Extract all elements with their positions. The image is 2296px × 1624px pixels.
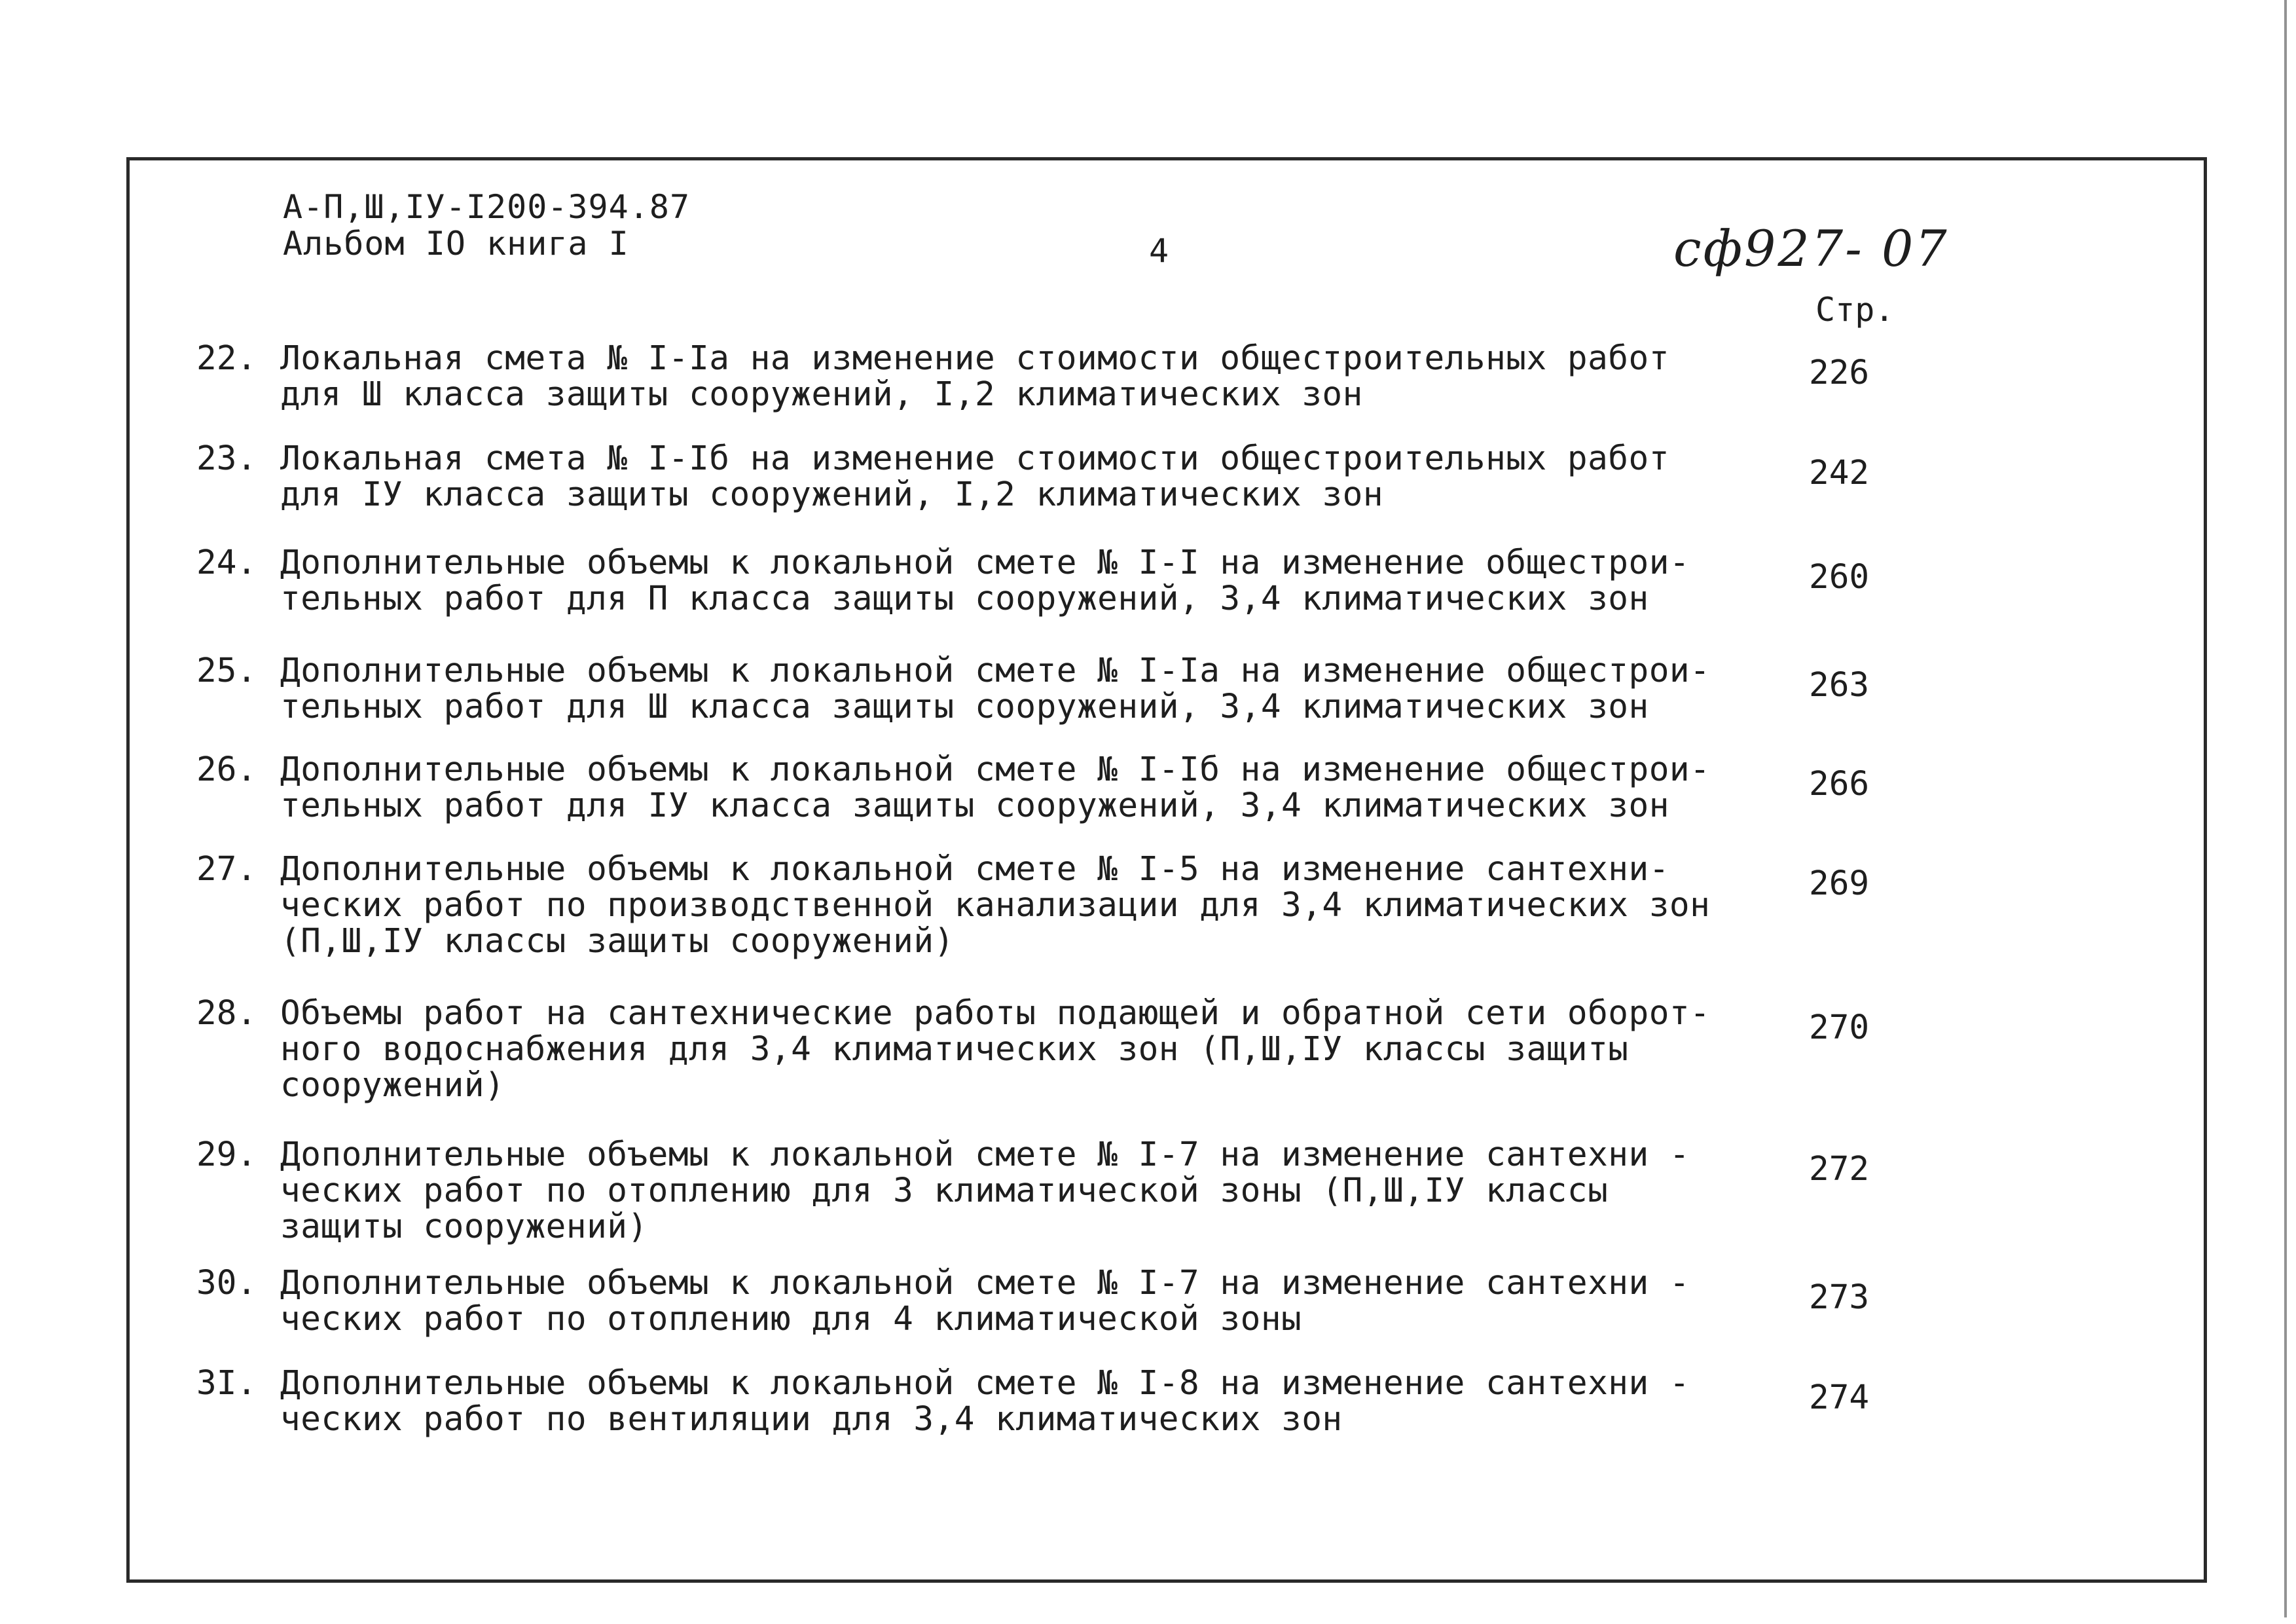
entry-number: 29. <box>196 1135 257 1174</box>
entry-page: 263 <box>1809 666 1870 705</box>
entry-text <box>280 1137 1721 1245</box>
entry-line: Дополнительные объемы к локальной смете № I-7 на изменение сантехни - <box>280 1135 1690 1174</box>
entry-text <box>280 341 1721 413</box>
entry-text <box>280 851 1721 959</box>
scan-edge-line <box>2284 0 2287 1617</box>
entry-line: защиты сооружений) <box>280 1208 648 1246</box>
entry-line: ческих работ по вентиляции для 3,4 климатических зон <box>280 1400 1343 1439</box>
entry-line: ческих работ по отоплению для 4 климатической зоны <box>280 1300 1302 1338</box>
entry-page: 269 <box>1809 864 1870 903</box>
entry-text <box>280 1265 1721 1337</box>
document-stamp: сф927- 07 <box>1673 219 1949 278</box>
entry-page: 260 <box>1809 558 1870 597</box>
entry-page: 226 <box>1809 354 1870 392</box>
album-label: Альбом IО книга I <box>283 225 629 263</box>
entry-line: Дополнительные объемы к локальной смете № I-Iб на изменение общестрои- <box>280 750 1711 789</box>
document-code: А-П,Ш,IУ-I200-394.87 <box>283 188 691 226</box>
entry-line: ческих работ по отоплению для 3 климатической зоны (П,Ш,IУ классы <box>280 1172 1609 1210</box>
entry-number: 24. <box>196 544 257 582</box>
entry-line: (П,Ш,IУ классы защиты сооружений) <box>280 922 955 961</box>
entry-text <box>280 441 1721 513</box>
entry-line: Дополнительные объемы к локальной смете № I-5 на изменение сантехни- <box>280 850 1669 889</box>
entry-page: 242 <box>1809 454 1870 492</box>
entry-text <box>280 995 1721 1103</box>
entry-line: для Ш класса защиты сооружений, I,2 климатических зон <box>280 375 1363 414</box>
entry-line: тельных работ для Ш класса защиты сооружений, 3,4 климатических зон <box>280 688 1649 726</box>
entry-text <box>280 752 1721 824</box>
entry-number: 30. <box>196 1264 257 1302</box>
entry-text <box>280 545 1721 617</box>
entry-line: Локальная смета № I-Iб на изменение стоимости общестроительных работ <box>280 439 1669 478</box>
entry-line: Дополнительные объемы к локальной смете № I-I на изменение общестрои- <box>280 544 1690 582</box>
entry-line: Локальная смета № I-Iа на изменение стоимости общестроительных работ <box>280 339 1669 378</box>
page-number: 4 <box>1149 232 1169 270</box>
entry-text <box>280 1365 1721 1437</box>
entry-line: ческих работ по производственной канализации для 3,4 климатических зон <box>280 886 1711 925</box>
entry-page: 272 <box>1809 1150 1870 1189</box>
entry-number: 22. <box>196 339 257 378</box>
entry-number: 26. <box>196 750 257 789</box>
entry-line: тельных работ для IУ класса защиты сооружений, 3,4 климатических зон <box>280 786 1669 825</box>
entry-number: 28. <box>196 994 257 1033</box>
entry-page: 274 <box>1809 1378 1870 1417</box>
entry-text <box>280 653 1721 725</box>
entry-line: сооружений) <box>280 1066 505 1105</box>
entry-line: для IУ класса защиты сооружений, I,2 климатических зон <box>280 475 1384 514</box>
entry-page: 270 <box>1809 1008 1870 1047</box>
page-column-heading: Стр. <box>1815 291 1895 329</box>
entry-page: 266 <box>1809 765 1870 803</box>
entry-page: 273 <box>1809 1278 1870 1317</box>
entry-line: Дополнительные объемы к локальной смете № I-7 на изменение сантехни - <box>280 1264 1690 1302</box>
entry-number: 25. <box>196 652 257 690</box>
entry-line: ного водоснабжения для 3,4 климатических зон (П,Ш,IУ классы защиты <box>280 1030 1629 1069</box>
entry-line: Объемы работ на сантехнические работы подающей и обратной сети оборот- <box>280 994 1711 1033</box>
entry-number: 3I. <box>196 1364 257 1403</box>
entry-line: Дополнительные объемы к локальной смете № I-8 на изменение сантехни - <box>280 1364 1690 1403</box>
entry-number: 27. <box>196 850 257 889</box>
entry-line: Дополнительные объемы к локальной смете № I-Iа на изменение общестрои- <box>280 652 1711 690</box>
entry-number: 23. <box>196 439 257 478</box>
entry-line: тельных работ для П класса защиты сооружений, 3,4 климатических зон <box>280 580 1649 618</box>
